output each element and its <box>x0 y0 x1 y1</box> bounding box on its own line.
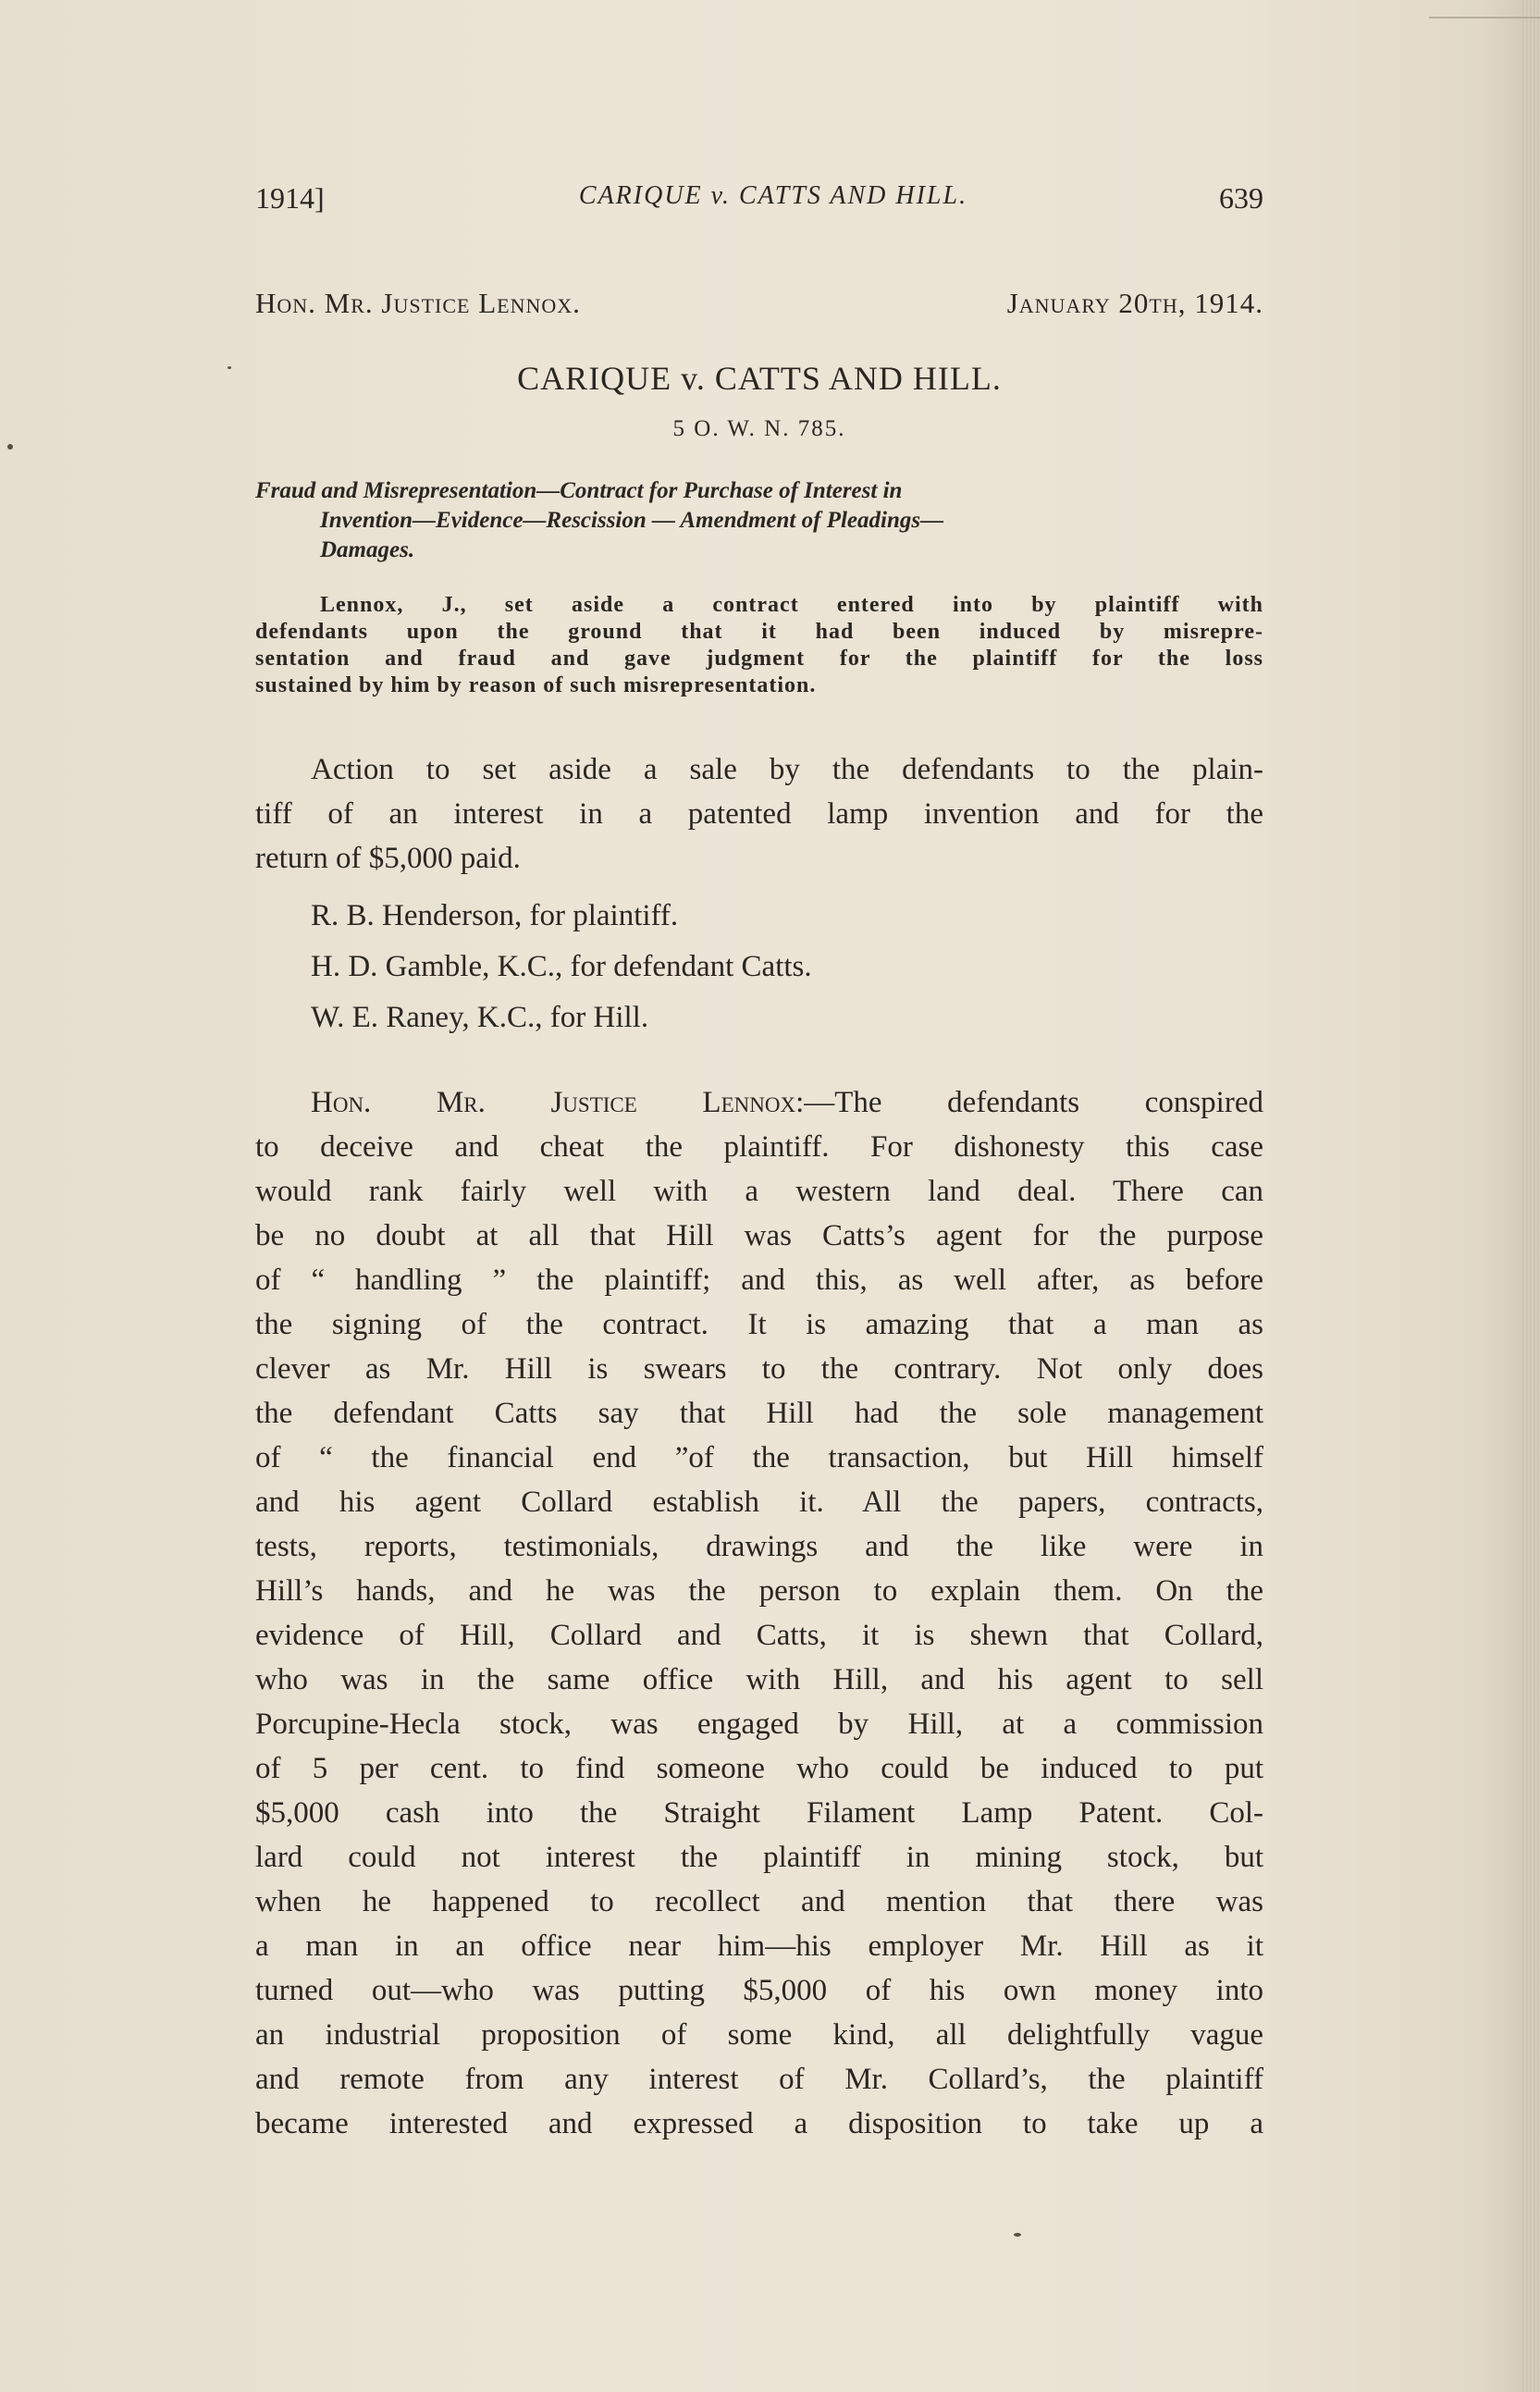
page-number: 639 <box>1219 181 1263 215</box>
judgment-text <box>255 1080 1263 2146</box>
judgment-line: of 5 per cent. to find someone who could be induced to put <box>255 1752 1263 1785</box>
counsel-entry: H. D. Gamble, K.C., for defendant Catts. <box>311 950 812 983</box>
judgment-line: when he happened to recollect and mention that there was <box>255 1885 1263 1918</box>
headnote-summary <box>255 592 1263 699</box>
judgment-line: would rank fairly well with a western land deal. There can <box>255 1175 1263 1208</box>
headnote-keywords <box>255 476 1263 565</box>
judgment-line: who was in the same office with Hill, and his agent to sell <box>255 1663 1263 1696</box>
judgment-line: the defendant Catts say that Hill had the sole management <box>255 1397 1263 1430</box>
judgment-line: Hill’s hands, and he was the person to explain them. On the <box>255 1574 1263 1608</box>
judgment-line: Porcupine-Hecla stock, was engaged by Hill, at a commission <box>255 1708 1263 1741</box>
headnote-keyword-line: Fraud and Misrepresentation—Contract for Purchase of Interest in <box>255 478 903 503</box>
judgment-opening: :—The defendants conspired <box>795 1086 1263 1119</box>
judgment-line: $5,000 cash into the Straight Filament Lamp Patent. Col- <box>255 1796 1263 1830</box>
judge-name: Hon. Mr. Justice Lennox. <box>255 287 581 319</box>
headnote-line: defendants upon the ground that it had been induced by misrepre- <box>255 620 1263 644</box>
judgment-line: tests, reports, testimonials, drawings and the like were in <box>255 1530 1263 1563</box>
headnote-line: Lennox, J., set aside a contract entered into by plaintiff with <box>320 593 1263 617</box>
running-head-year: 1914] <box>255 181 325 215</box>
judgment-line: lard could not interest the plaintiff in mining stock, but <box>255 1841 1263 1874</box>
action-description <box>255 747 1263 881</box>
intro-line: tiff of an interest in a patented lamp invention and for the <box>255 797 1263 831</box>
running-head <box>255 181 1263 228</box>
judgment-line: of “ handling ” the plaintiff; and this, as well after, as before <box>255 1264 1263 1297</box>
paper-speck <box>228 366 231 369</box>
judgment-line: to deceive and cheat the plaintiff. For dishonesty this case <box>255 1130 1263 1164</box>
top-rule <box>1429 0 1540 18</box>
judgment-line: turned out—who was putting $5,000 of his own money into <box>255 1974 1263 2007</box>
judge-speaker: Hon. Mr. Justice Lennox <box>311 1086 796 1119</box>
counsel-list <box>311 891 1143 1043</box>
case-citation: 5 O. W. N. 785. <box>672 416 846 441</box>
paper-speck <box>7 444 13 450</box>
headnote-keyword-line: Damages. <box>320 537 415 562</box>
case-title: CARIQUE v. CATTS AND HILL. <box>517 360 1002 397</box>
judgment-line: evidence of Hill, Collard and Catts, it is shewn that Collard, <box>255 1619 1263 1652</box>
judgment-line: clever as Mr. Hill is swears to the contrary. Not only does <box>255 1352 1263 1386</box>
page-edge <box>1522 0 1540 2392</box>
headnote-line: sentation and fraud and gave judgment for the plaintiff for the loss <box>255 647 1263 671</box>
judgment-line: and remote from any interest of Mr. Collard’s, the plaintiff <box>255 2063 1263 2096</box>
running-head-title: CARIQUE v. CATTS AND HILL. <box>578 181 968 210</box>
judgment-line: and his agent Collard establish it. All the papers, contracts, <box>255 1486 1263 1519</box>
intro-line: return of $5,000 paid. <box>255 842 521 875</box>
paper-speck <box>1014 2233 1021 2237</box>
headnote-keyword-line: Invention—Evidence—Rescission — Amendment of Pleadings— <box>320 508 944 533</box>
counsel-entry: R. B. Henderson, for plaintiff. <box>311 899 679 932</box>
judgment-date: January 20th, 1914. <box>1006 287 1263 319</box>
judgment-line: be no doubt at all that Hill was Catts’s agent for the purpose <box>255 1219 1263 1252</box>
headnote-line: sustained by him by reason of such misrepresentation. <box>255 673 817 697</box>
intro-line: Action to set aside a sale by the defendants to the plain- <box>311 753 1263 786</box>
judgment-line: a man in an office near him—his employer Mr. Hill as it <box>255 1930 1263 1963</box>
judgment-line <box>255 1080 1263 1125</box>
judgment-line: the signing of the contract. It is amazing that a man as <box>255 1308 1263 1341</box>
judgment-line: became interested and expressed a disposition to take up a <box>255 2107 1263 2140</box>
counsel-entry: W. E. Raney, K.C., for Hill. <box>311 1001 649 1034</box>
judgment-line: an industrial proposition of some kind, all delightfully vague <box>255 2018 1263 2052</box>
judgment-line: of “ the financial end ”of the transaction, but Hill himself <box>255 1441 1263 1474</box>
